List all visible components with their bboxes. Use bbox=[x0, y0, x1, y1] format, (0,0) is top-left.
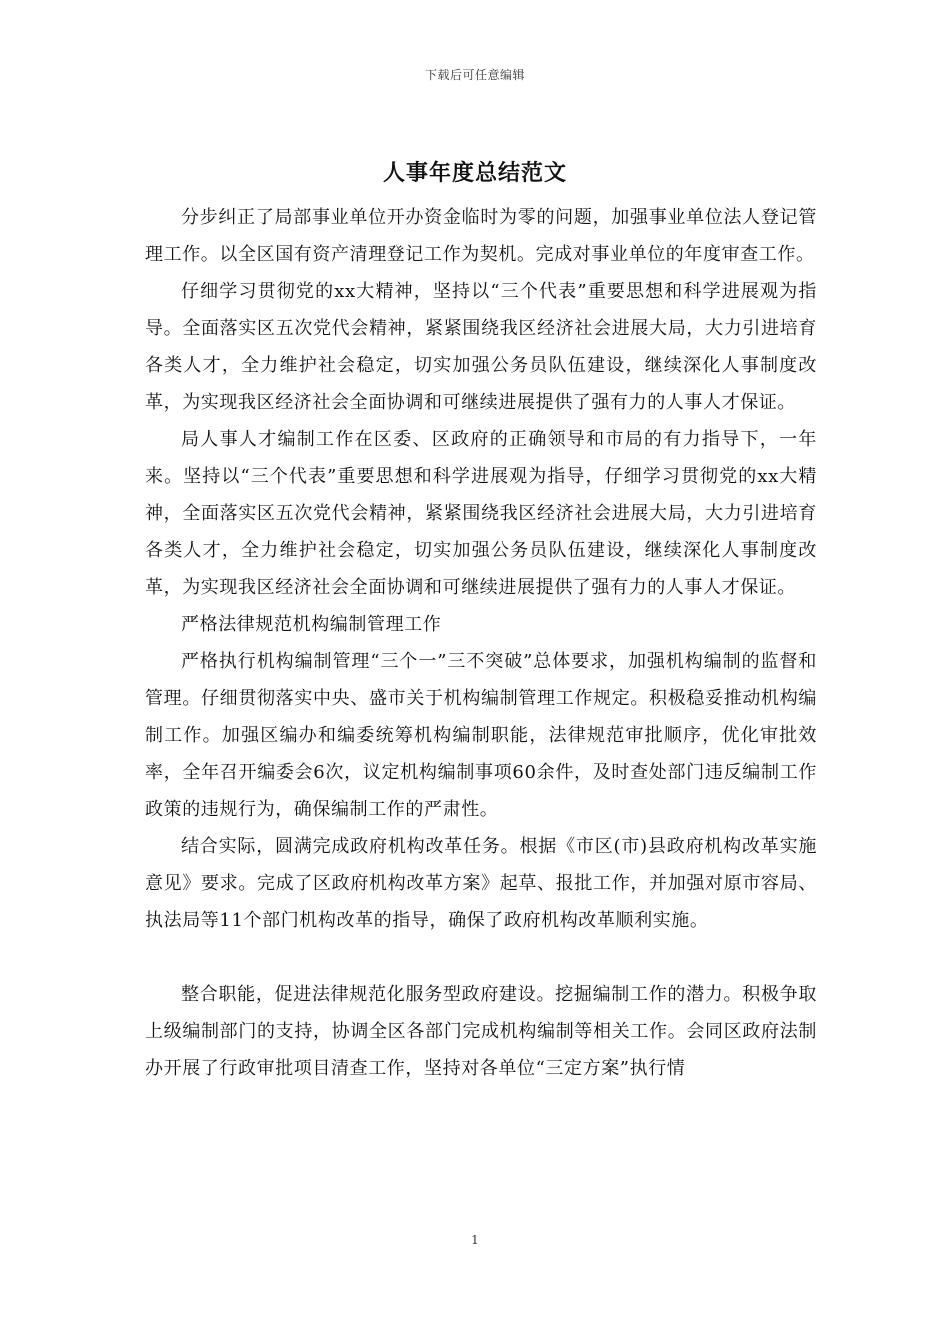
document-body bbox=[145, 199, 817, 1087]
paragraph: 分步纠正了局部事业单位开办资金临时为零的问题，加强事业单位法人登记管理工作。以全区国有资产清理登记工作为契机。完成对事业单位的年度审查工作。 bbox=[145, 207, 817, 265]
paragraph: 局人事人才编制工作在区委、区政府的正确领导和市局的有力指导下，一年来。坚持以“三个代表”重要思想和科学进展观为指导，仔细学习贯彻党的xx大精神，全面落实区五次党代会精神，紧紧围绕我区经济社会进展大局，大力引进培育各类人才，全力维护社会稳定，切实加强公务员队伍建设，继续深化人事制度改革，为实现我区经济社会全面协调和可继续进展提供了强有力的人事人才保证。 bbox=[145, 429, 817, 598]
document-title: 人事年度总结范文 bbox=[382, 160, 567, 186]
paragraph: 结合实际，圆满完成政府机构改革任务。根据《市区(市)县政府机构改革实施意见》要求。完成了区政府机构改革方案》起草、报批工作，并加强对原市容局、执法局等11个部门机构改革的指导，确保了政府机构改革顺利实施。 bbox=[145, 836, 817, 931]
page-number: 1 bbox=[471, 1233, 479, 1247]
paragraph: 整合职能，促进法律规范化服务型政府建设。挖掘编制工作的潜力。积极争取上级编制部门的支持，协调全区各部门完成机构编制等相关工作。会同区政府法制办开展了行政审批项目清查工作，坚持对各单位“三定方案”执行情 bbox=[145, 984, 817, 1079]
paragraph: 仔细学习贯彻党的xx大精神，坚持以“三个代表”重要思想和科学进展观为指导。全面落实区五次党代会精神，紧紧围绕我区经济社会进展大局，大力引进培育各类人才，全力维护社会稳定，切实加强公务员队伍建设，继续深化人事制度改革，为实现我区经济社会全面协调和可继续进展提供了强有力的人事人才保证。 bbox=[145, 281, 817, 413]
paragraph: 严格执行机构编制管理“三个一”三不突破”总体要求，加强机构编制的监督和管理。仔细贯彻落实中央、盛市关于机构编制管理工作规定。积极稳妥推动机构编制工作。加强区编办和编委统筹机构编制职能，法律规范审批顺序，优化审批效率，全年召开编委会6次，议定机构编制事项60余件，及时查处部门违反编制工作政策的违规行为，确保编制工作的严肃性。 bbox=[145, 651, 817, 820]
page-header: 下载后可任意编辑 bbox=[424, 68, 525, 82]
section-heading: 严格法律规范机构编制管理工作 bbox=[181, 614, 442, 635]
